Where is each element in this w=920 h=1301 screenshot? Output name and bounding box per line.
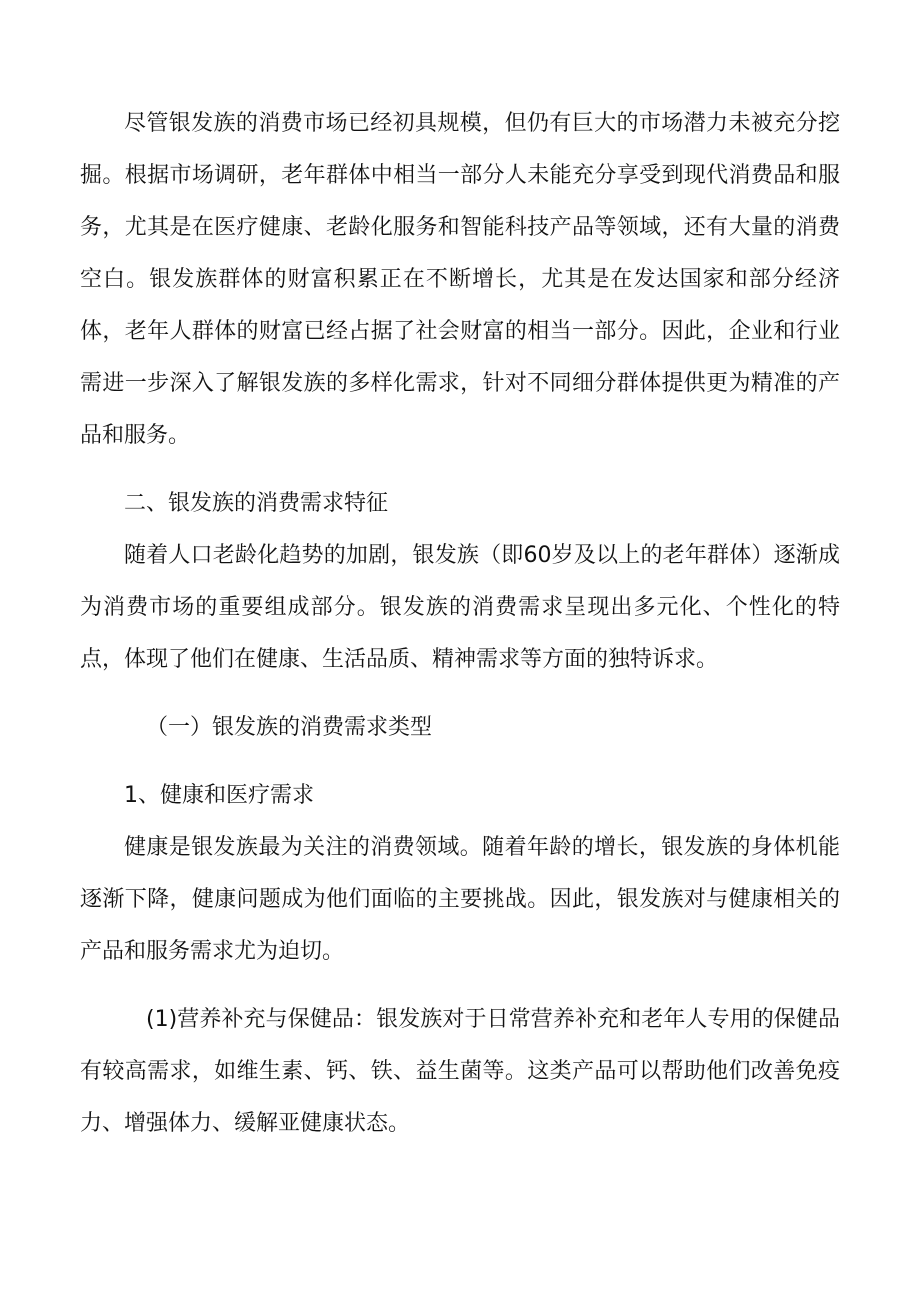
- body-paragraph: 随着人口老龄化趋势的加剧，银发族（即60岁及以上的老年群体）逐渐成为消费市场的重要组成部分。银发族的消费需求呈现出多元化、个性化的特点，体现了他们在健康、生活品质、精神需求等方面的独特诉求。: [80, 543, 840, 672]
- document-page: [80, 98, 840, 1150]
- body-paragraph: 尽管银发族的消费市场已经初具规模，但仍有巨大的市场潜力未被充分挖掘。根据市场调研，老年群体中相当一部分人未能充分享受到现代消费品和服务，尤其是在医疗健康、老龄化服务和智能科技产品等领域，还有大量的消费空白。银发族群体的财富积累正在不断增长，尤其是在发达国家和部分经济体，老年人群体的财富已经占据了社会财富的相当一部分。因此，企业和行业需进一步深入了解银发族的多样化需求，针对不同细分群体提供更为精准的产品和服务。: [80, 111, 840, 448]
- section-heading: 二、银发族的消费需求特征: [124, 491, 389, 516]
- item-heading: 1、健康和医疗需求: [124, 783, 314, 808]
- body-paragraph: 健康是银发族最为关注的消费领域。随着年龄的增长，银发族的身体机能逐渐下降，健康问题成为他们面临的主要挑战。因此，银发族对与健康相关的产品和服务需求尤为迫切。: [80, 835, 840, 964]
- body-paragraph: (1)营养补充与保健品：银发族对于日常营养补充和老年人专用的保健品有较高需求，如维生素、钙、铁、益生菌等。这类产品可以帮助他们改善免疫力、增强体力、缓解亚健康状态。: [80, 1007, 840, 1136]
- subsection-heading: （一）银发族的消费需求类型: [146, 715, 433, 740]
